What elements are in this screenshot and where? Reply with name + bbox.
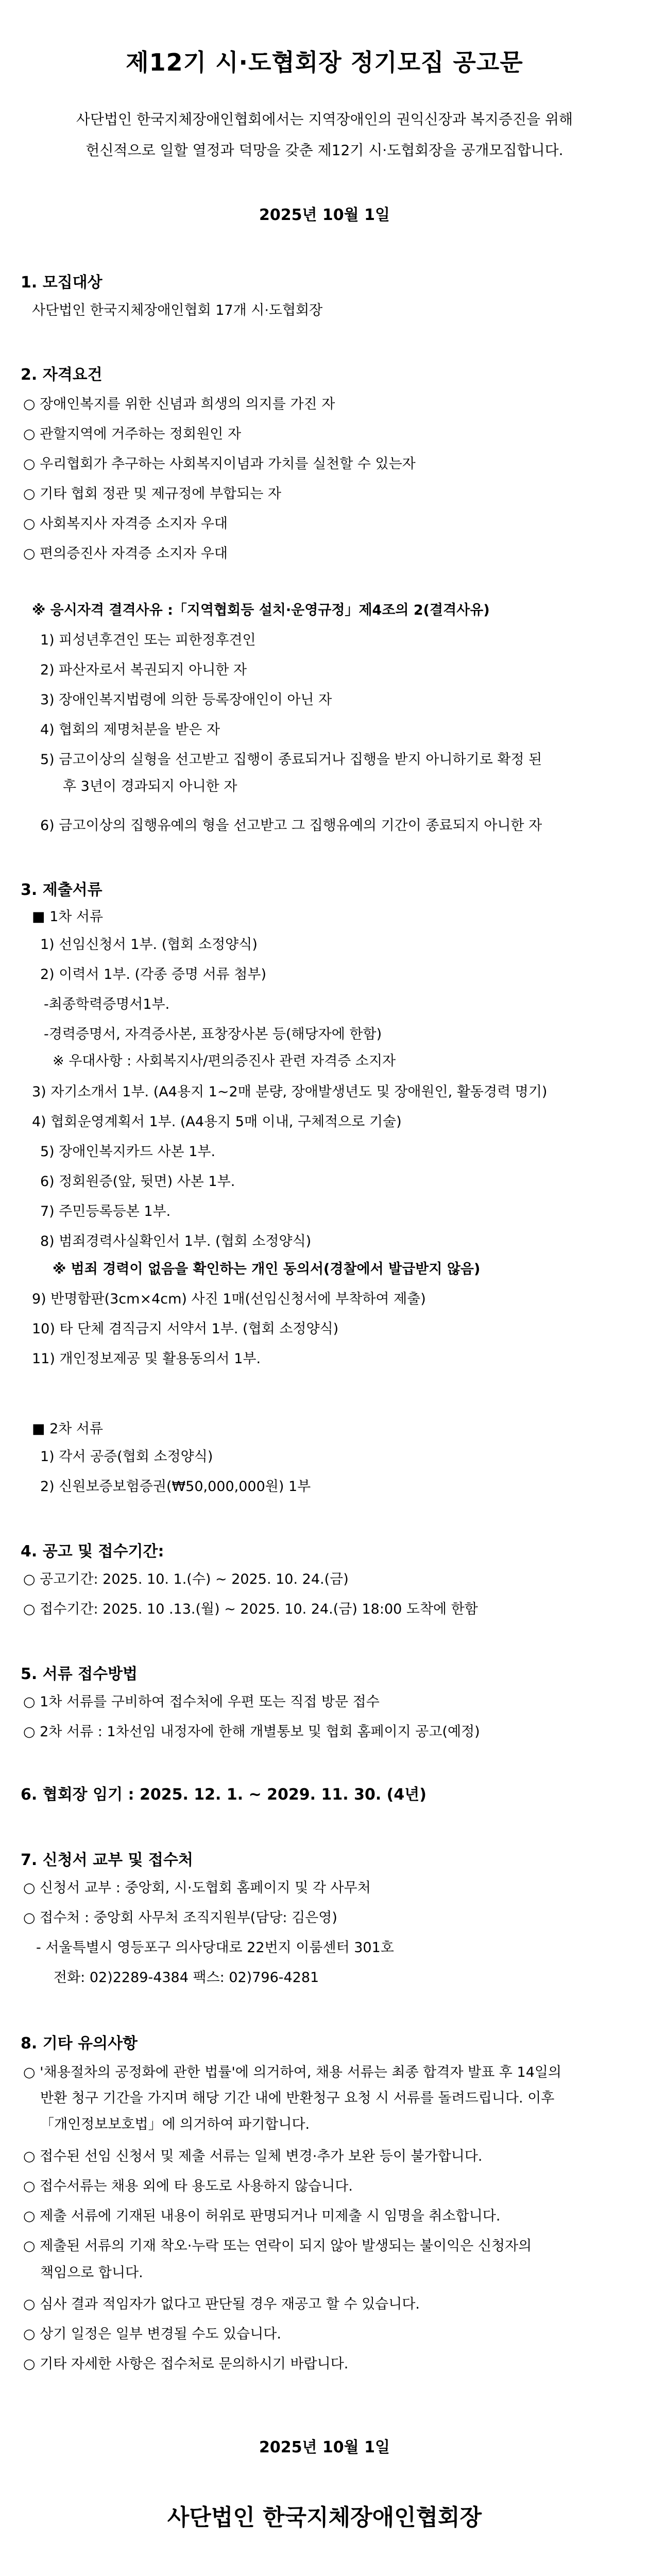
qualification-item: ○ 우리협회가 추구하는 사회복지이념과 가치를 실천할 수 있는자 (23, 456, 416, 472)
preference-note: ※ 우대사항 : 사회복지사/편의증진사 관련 자격증 소지자 (53, 1053, 396, 1069)
issue-date-top: 2025년 10월 1일 (259, 206, 390, 224)
document-subitem: -경력증명서, 자격증사본, 표창장사본 등(해당자에 한함) (44, 1026, 382, 1042)
note-line-continued: 책임으로 합니다. (40, 2265, 143, 2281)
section-heading-documents: 3. 제출서류 (21, 881, 103, 899)
document-item: 8) 범죄경력사실확인서 1부. (협회 소정양식) (40, 1233, 312, 1249)
note-line: ○ '채용절차의 공정화에 관한 법률'에 의거하여, 채용 서류는 최종 합격자 발표 후 14일의 (23, 2064, 562, 2080)
section-heading-recruit-target: 1. 모집대상 (21, 274, 103, 292)
document-item: 5) 장애인복지카드 사본 1부. (40, 1144, 216, 1160)
office-phone: 전화: 02)2289-4384 팩스: 02)796-4281 (54, 1970, 319, 1986)
period-item: ○ 공고기간: 2025. 10. 1.(수) ~ 2025. 10. 24.(금) (23, 1571, 349, 1587)
qualification-item: ○ 편의증진사 자격증 소지자 우대 (23, 546, 228, 562)
first-documents-label: ■ 1차 서류 (32, 909, 104, 925)
recruit-target-text: 사단법인 한국지체장애인협회 17개 시·도협회장 (32, 302, 323, 318)
document-item: 1) 각서 공증(협회 소정양식) (40, 1449, 213, 1465)
disqualification-item: 6) 금고이상의 집행유예의 형을 선고받고 그 집행유예의 기간이 종료되지 아니한 자 (40, 818, 542, 834)
disqualification-item: 2) 파산자로서 복권되지 아니한 자 (40, 662, 247, 678)
intro-line-2: 헌신적으로 일할 열정과 덕망을 갖춘 제12기 시·도협회장을 공개모집합니다. (86, 142, 563, 159)
second-documents-label: ■ 2차 서류 (32, 1421, 104, 1437)
document-subitem: -최종학력증명서1부. (44, 996, 170, 1012)
note-line-continued: 「개인정보보호법」에 의거하여 파기합니다. (40, 2116, 310, 2132)
section-heading-submission: 5. 서류 접수방법 (21, 1665, 138, 1683)
document-item: 7) 주민등록등본 1부. (40, 1204, 171, 1219)
document-item: 3) 자기소개서 1부. (A4용지 1~2매 분량, 장애발생년도 및 장애원인, 활동경력 명기) (32, 1084, 548, 1100)
disqualification-item: 4) 협회의 제명처분을 받은 자 (40, 722, 220, 738)
disqualification-item: 1) 피성년후견인 또는 피한정후견인 (40, 632, 256, 648)
issuer-signature: 사단법인 한국지체장애인협회장 (167, 2504, 482, 2531)
application-item: ○ 접수처 : 중앙회 사무처 조직지원부(담당: 김은영) (23, 1910, 337, 1926)
note-line: ○ 제출 서류에 기재된 내용이 허위로 판명되거나 미제출 시 임명을 취소합니다. (23, 2208, 501, 2224)
document-title: 제12기 시·도협회장 정기모집 공고문 (126, 48, 523, 76)
note-line: ○ 심사 결과 적임자가 없다고 판단될 경우 재공고 할 수 있습니다. (23, 2296, 420, 2312)
note-line: ○ 제출된 서류의 기재 착오·누락 또는 연락이 되지 않아 발생되는 불이익은 신청자의 (23, 2238, 532, 2254)
note-line: ○ 접수된 선임 신청서 및 제출 서류는 일체 변경·추가 보완 등이 불가합니다. (23, 2148, 483, 2164)
qualification-item: ○ 기타 협회 정관 및 제규정에 부합되는 자 (23, 486, 281, 502)
section-heading-period: 4. 공고 및 접수기간: (21, 1543, 164, 1561)
section-heading-qualifications: 2. 자격요건 (21, 366, 103, 384)
document-item: 9) 반명함판(3cm×4cm) 사진 1매(선임신청서에 부착하여 제출) (32, 1291, 426, 1307)
intro-line-1: 사단법인 한국지체장애인협회에서는 지역장애인의 권익신장과 복지증진을 위해 (76, 111, 573, 128)
submission-item: ○ 1차 서류를 구비하여 접수처에 우편 또는 직접 방문 접수 (23, 1694, 380, 1710)
qualification-item: ○ 관할지역에 거주하는 정회원인 자 (23, 426, 242, 442)
application-item: ○ 신청서 교부 : 중앙회, 시·도협회 홈페이지 및 각 사무처 (23, 1880, 371, 1896)
qualification-item: ○ 사회복지사 자격증 소지자 우대 (23, 516, 228, 532)
criminal-record-consent-note: ※ 범죄 경력이 없음을 확인하는 개인 동의서(경찰에서 발급받지 않음) (53, 1261, 481, 1277)
section-heading-term: 6. 협회장 임기 : 2025. 12. 1. ~ 2029. 11. 30. (4년) (21, 1786, 426, 1804)
disqualification-notice: ※ 응시자격 결격사유 :「지역협회등 설치·운영규정」제4조의 2(결격사유) (32, 602, 490, 618)
document-item: 10) 타 단체 겸직금지 서약서 1부. (협회 소정양식) (32, 1321, 339, 1337)
note-line: ○ 기타 자세한 사항은 접수처로 문의하시기 바랍니다. (23, 2356, 349, 2372)
document-item: 6) 정회원증(앞, 뒷면) 사본 1부. (40, 1174, 235, 1190)
document-item: 4) 협회운영계획서 1부. (A4용지 5매 이내, 구체적으로 기술) (32, 1114, 402, 1130)
note-line: ○ 접수서류는 채용 외에 타 용도로 사용하지 않습니다. (23, 2178, 353, 2194)
issue-date-bottom: 2025년 10월 1일 (259, 2438, 390, 2456)
document-item: 2) 이력서 1부. (각종 증명 서류 첨부) (40, 967, 267, 982)
submission-item: ○ 2차 서류 : 1차선임 내정자에 한해 개별통보 및 협회 홈페이지 공고(예정) (23, 1724, 480, 1740)
qualification-item: ○ 장애인복지를 위한 신념과 희생의 의지를 가진 자 (23, 396, 335, 412)
disqualification-item: 5) 금고이상의 실형을 선고받고 집행이 종료되거나 집행을 받지 아니하기로 확정 된 (40, 752, 542, 768)
document-item: 11) 개인정보제공 및 활용동의서 1부. (32, 1351, 261, 1367)
disqualification-item: 3) 장애인복지법령에 의한 등록장애인이 아닌 자 (40, 692, 332, 708)
section-heading-notes: 8. 기타 유의사항 (21, 2035, 138, 2053)
disqualification-item-continued: 후 3년이 경과되지 아니한 자 (63, 778, 237, 794)
office-address: - 서울특별시 영등포구 의사당대로 22번지 이룸센터 301호 (36, 1940, 394, 1956)
document-item: 1) 선임신청서 1부. (협회 소정양식) (40, 937, 258, 953)
period-item: ○ 접수기간: 2025. 10 .13.(월) ~ 2025. 10. 24.(금) 18:00 도착에 한함 (23, 1601, 478, 1617)
document-item: 2) 신원보증보험증권(₩50,000,000원) 1부 (40, 1479, 311, 1495)
note-line: ○ 상기 일정은 일부 변경될 수도 있습니다. (23, 2326, 281, 2342)
note-line-continued: 반환 청구 기간을 가지며 해당 기간 내에 반환청구 요청 시 서류를 돌려드립니다. 이후 (40, 2090, 555, 2106)
section-heading-application: 7. 신청서 교부 및 접수처 (21, 1851, 193, 1869)
